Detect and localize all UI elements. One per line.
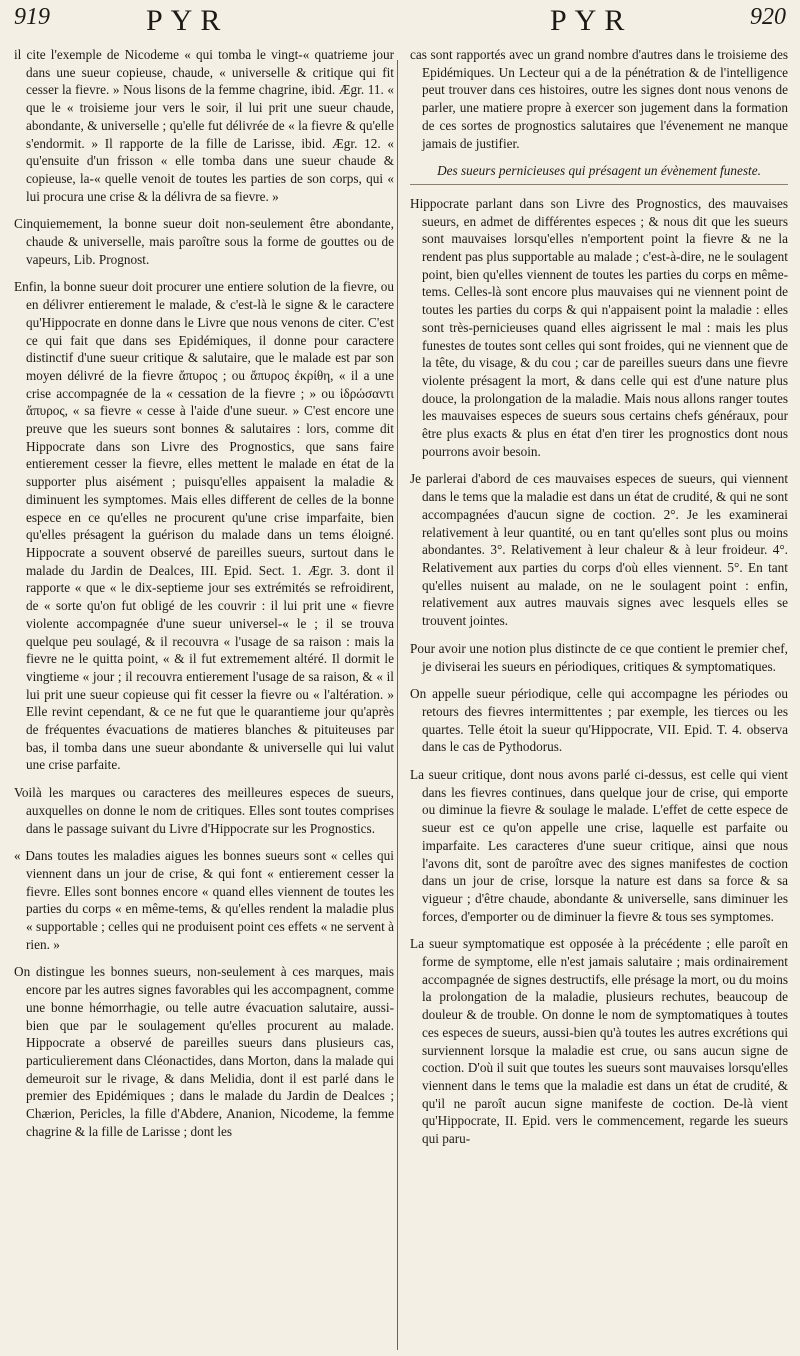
paragraph: cas sont rapportés avec un grand nombre d'autres dans le troisieme des Epidémiques. Un Lecteur qui a de la pénétration & de l'intelligence peut trouver dans ces histoires, outre les signes dont nous venons de parler, une matiere propre à exercer son jugement dans la formation de ces sortes de prognostics salutaires que l'évenement ne manque jamais de justifier. — [410, 47, 788, 151]
paragraph: il cite l'exemple de Nicodeme « qui tomba le vingt-« quatrieme jour dans une sueur copieuse, chaude, « universelle & critique qui fit cesser la fievre. » Nous lisons de la femme chagrine, ibid. Ægr. 11. « que le « troisieme jour vers le soir, il lui prit une sueur chaude, abondante, & universelle ; qu'elle fut délivrée de « la fievre & qu'elle s'endormit. » Il rapporte de la fille de Larisse, ibid. Ægr. 12. « qu'ensuite d'un frisson « elle tomba dans une sueur chaude & copieuse, la-« quelle venoit de toutes les parties de son corps, qui « lui procura une crise & la délivra de sa fievre. » — [14, 47, 394, 204]
section-heading: Des sueurs pernicieuses qui présagent un évènement funeste. — [410, 162, 788, 185]
right-page-number: 920 — [750, 4, 786, 30]
paragraph: Hippocrate parlant dans son Livre des Prognostics, des mauvaises sueurs, en admet de différentes especes ; & nous dit que les sueurs sont mauvaises lorsqu'elles n'emportent point la fievre & ne la rendent pas plus supportable au malade ; c'est-à-dire, ne le soulagent point, bien qu'elles viennent de toutes les parties du corps en même-tems. Celles-là sont encore plus mauvaises qui ne viennent point de toutes les parties du corps & qui n'appaisent point la maladie : elles sont très-pernicieuses quand elles aigrissent le mal : mais les plus funestes de toutes sont celles qui sont froides, qui ne viennent que de la tête, du visage, & du cou ; car de pareilles sueurs dans une fievre violente présagent la mort, & dans celle qui est d'une nature plus douce, la prolongation de la maladie. Mais nous allons ranger toutes les mauvaises especes de sueurs sous certains chefs généraux, pour être plus exacts & plus en état d'en tirer les prognostics dont nous pourrons avoir besoin. — [410, 195, 788, 459]
left-column — [14, 46, 394, 1150]
right-running-head: PYR — [550, 4, 633, 37]
left-running-head: PYR — [146, 4, 229, 37]
column-divider — [397, 60, 398, 1350]
paragraph: La sueur symptomatique est opposée à la précédente ; elle paroît en forme de symptome, elle n'est jamais salutaire ; mais ordinairement accompagnée de signes destructifs, elle présage la mort, ou du moins la prolongation de la maladie, plusieurs rechutes, beaucoup de douleur & de trouble. On donne le nom de symptomatiques à toutes ces especes de sueurs, aussi-bien qu'à toutes les autres excrétions qui surviennent lorsque la maladie est crue, ou sans aucun signe de coction. D'où il suit que toutes les sueurs sont mauvaises lorsqu'elles viennent dans le tems que la maladie est dans un état de crudité, & qu'il ne paroît aucun signe manifeste de coction. De-là vient qu'Hippocrate, II. Epid. vers le commencement, regarde les sueurs qui paru- — [410, 936, 788, 1147]
right-column — [410, 46, 788, 1158]
paragraph: Cinquiemement, la bonne sueur doit non-seulement être abondante, chaude & universelle, mais paroître sous la forme de gouttes ou de vapeurs, Lib. Prognost. — [14, 216, 394, 267]
paragraph: On distingue les bonnes sueurs, non-seulement à ces marques, mais encore par les autres signes favorables qui les accompagnent, comme une bonne hémorrhagie, ou telle autre évacuation salutaire, aussi-bien que par le soulagement qu'elles procurent au malade. Hippocrate a observé de pareilles sueurs dans plusieurs cas, particulierement dans Cléonactides, dans Morton, dans la malade qui demeuroit sur le rivage, & dans Melidia, dont il est parlé dans le premier des Epidémiques ; dans le malade du Jardin de Dealces ; Chærion, Pericles, la fille d'Abdere, Ananion, Nicodeme, la femme chagrine & la fille de Larisse ; dont les — [14, 964, 394, 1139]
paragraph: Enfin, la bonne sueur doit procurer une entiere solution de la fievre, ou en délivrer entierement le malade, & c'est-là le signe & le caractere qu'Hippocrate en donne dans le Livre que nous venons de citer. C'est ce qui fait que dans ses Epidémiques, il donne pour caractere distinctif d'une sueur critique & salutaire, que le malade est par son moyen délivré de la fievre ἄπυρος ; ou ἄπυρος ἐκρίθη, « il a une crise accompagnée de la « cessation de la fievre ; » ou ἱδρώσαντι ἄπυρος, « sa fievre « cesse à l'aide d'une sueur. » C'est encore une preuve que les sueurs sont bonnes & salutaires : lors, comme dit Hippocrate dans son Livre des Prognostics, que sans faire entierement cesser la fievre, elles mettent le malade en état de la supporter plus aisément ; puisqu'elles appaisent la maladie & diminuent les symptomes. Mais elles different de celles de la bonne espece en ce qu'elles ne procurent qu'une crise imparfaite, bien qu'elles présagent la guérison du malade dans un tems éloigné. Hippocrate a souvent observé de pareilles sueurs, surtout dans le malade du Jardin de Dealces, III. Epid. Sect. 1. Ægr. 3. dont il rapporte « que « le dix-septieme jour ses extrémités se refroidirent, de « sorte qu'on fut obligé de les couvrir : il lui prit une « fievre violente accompagnée d'une sueur universel-« le ; il se trouva quelque peu soulagé, & il recouvra « l'usage de sa raison : mais la fievre ne le quitta point, « & il fut extremement altéré. Il dormit le vingtieme « jour ; il recouvra entierement l'usage de sa raison, & « il lui prit une sueur copieuse qui fit cesser la fievre ou « l'altération. » Elle revint cependant, & ce ne fut que le quarantieme jour qu'après de fréquentes évacuations de matieres blanches & pituiteuses par bas, il tomba dans une sueur abondante & universelle qui lui valut une crise parfaite. — [14, 279, 394, 773]
paragraph: On appelle sueur périodique, celle qui accompagne les périodes ou retours des fievres intermittentes ; par exemple, les tierces ou les quartes. Telle étoit la sueur qu'Hippocrate, VII. Epid. T. 4. observa dans le cas de Pythodorus. — [410, 686, 788, 755]
quotation: « Dans toutes les maladies aigues les bonnes sueurs sont « celles qui viennent dans un jour de crise, & qui font « entierement cesser la fievre. Elles sont bonnes encore « quand elles viennent de toutes les parties du corps « en même-tems, & qu'elles rendent la maladie plus « supportable ; celles qui ne produisent point ces effets « ne servent à rien. » — [14, 848, 394, 952]
paragraph: Pour avoir une notion plus distincte de ce que contient le premier chef, je diviserai les sueurs en périodiques, critiques & symptomatiques. — [410, 640, 788, 674]
paragraph: La sueur critique, dont nous avons parlé ci-dessus, est celle qui vient dans les fievres continues, dans quelque jour de crise, qui emporte ou diminue la fievre & soulage le malade. L'effet de cette espece de sueur est ce qu'on appelle une crise, laquelle est parfaite ou imparfaite. Les caracteres d'une sueur critique, ainsi que nous l'avons dit, sont de paroître avec des signes manifestes de coction dans un jour de crise, lorsque la nature est dans sa force & sa vigueur ; d'être chaude, abondante & universelle, sans diminuer les forces, d'emporter ou de diminuer la fievre & tous ses symptomes. — [410, 767, 788, 924]
paragraph: Voilà les marques ou caracteres des meilleures especes de sueurs, auxquelles on donne le nom de critiques. Elles sont toutes comprises dans le passage suivant du Livre d'Hippocrate sur les Prognostics. — [14, 785, 394, 836]
paragraph: Je parlerai d'abord de ces mauvaises especes de sueurs, qui viennent dans le tems que la maladie est dans un état de crudité, & qui ne sont accompagnées d'aucun signe de coction. 2°. Je les examinerai relativement à leur quantité, ou en tant qu'elles sont plus ou moins abondantes. 3°. Relativement à leur chaleur & à leur froideur. 4°. Relativement aux parties du corps d'où elles viennent. 5°. En tant qu'elles nuisent au malade, on ne le soulagent point : enfin, relativement aux autres mauvais signes avec lesquels elles se trouvent jointes. — [410, 471, 788, 629]
left-page-number: 919 — [14, 4, 50, 30]
